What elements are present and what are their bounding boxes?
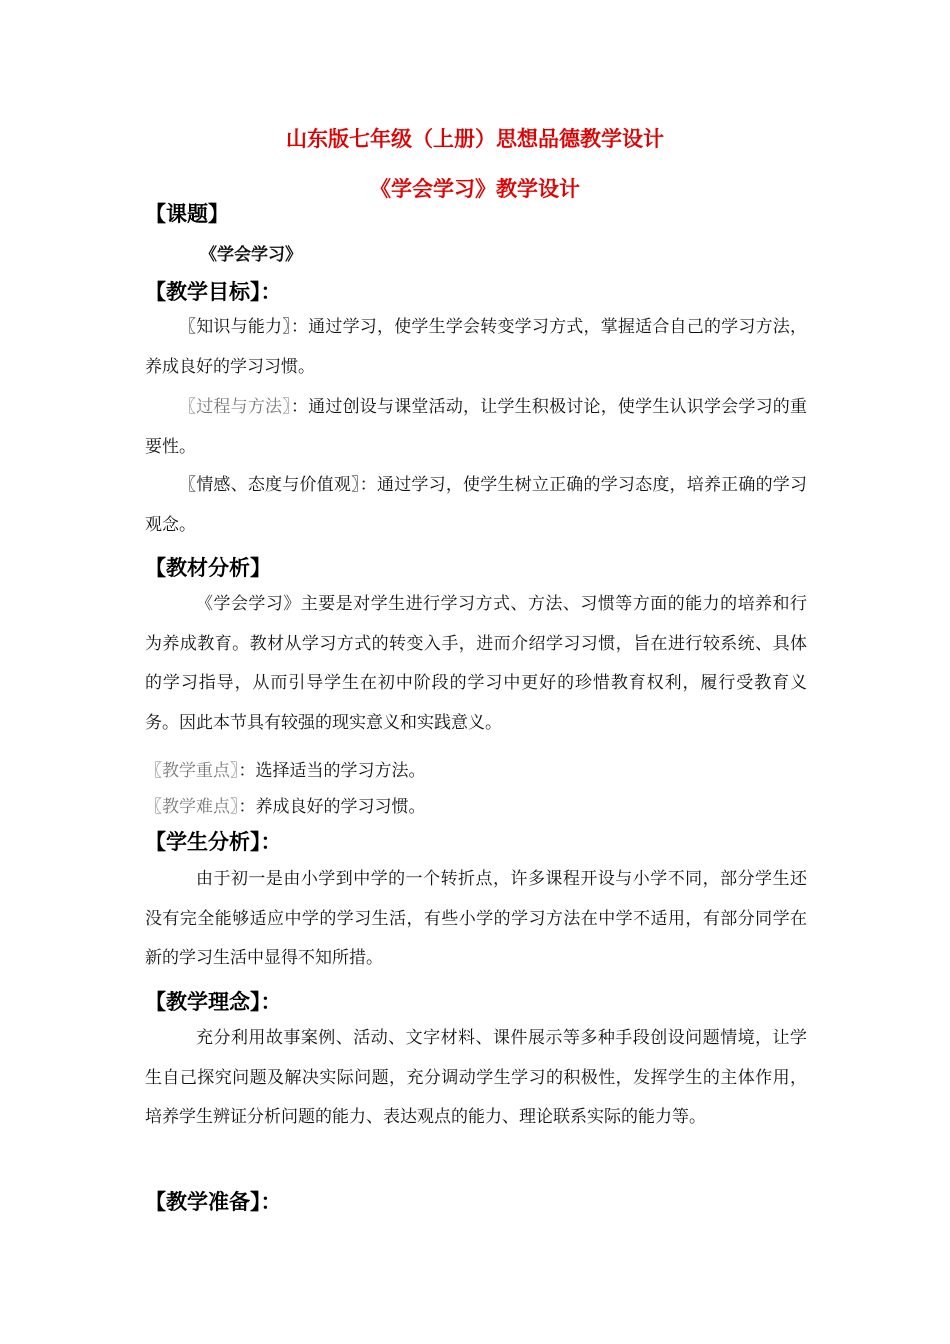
topic-value: 《学会学习》 bbox=[200, 245, 302, 265]
emotion-text: ：通过学习，使学生树立正确的学习态度，培养正确的学习观念。 bbox=[145, 475, 808, 535]
difficult-label: 〖教学难点〗 bbox=[145, 797, 239, 817]
objective-emotion bbox=[145, 466, 807, 545]
objective-process bbox=[145, 388, 807, 467]
section-heading-students bbox=[145, 826, 282, 856]
process-text: ：通过创设与课堂活动，让学生积极讨论，使学生认识学会学习的重要性。 bbox=[145, 397, 808, 457]
emotion-label: 〖情感、态度与价值观〗 bbox=[179, 475, 360, 495]
objectives-heading-bracket: 【教学目标】 bbox=[145, 280, 261, 304]
objective-knowledge bbox=[145, 308, 807, 387]
key-text: ：选择适当的学习方法。 bbox=[238, 761, 426, 781]
section-heading-material: 【教材分析】 bbox=[145, 556, 271, 580]
students-heading-colon: ： bbox=[260, 830, 282, 854]
philosophy-text: 充分利用故事案例、活动、文字材料、课件展示等多种手段创设问题情境，让学生自己探究问题及解决实际问题，充分调动学生学习的积极性，发挥学生的主体作用，培养学生辨证分析问题的能力、表达观点的能力、理论联系实际的能力等。 bbox=[145, 1028, 807, 1127]
document-title: 山东版七年级（上册）思想品德教学设计 bbox=[286, 127, 664, 151]
objectives-heading-colon: ： bbox=[260, 280, 282, 304]
section-heading-philosophy: 【教学理念】： bbox=[145, 990, 282, 1014]
document-subtitle: 《学会学习》教学设计 bbox=[370, 177, 580, 201]
teaching-key-point bbox=[145, 756, 426, 781]
process-label: 〖过程与方法〗 bbox=[179, 397, 291, 417]
key-label: 〖教学重点〗 bbox=[145, 761, 239, 781]
section-heading-objectives bbox=[145, 276, 282, 306]
section-heading-topic: 【课题】 bbox=[145, 202, 229, 226]
difficult-text: ：养成良好的学习习惯。 bbox=[238, 797, 426, 817]
teaching-difficult-point bbox=[145, 792, 426, 817]
students-heading-bracket: 【学生分析】 bbox=[145, 830, 261, 854]
knowledge-text: ：通过学习，使学生学会转变学习方式，掌握适合自己的学习方法，养成良好的学习习惯。 bbox=[145, 317, 808, 377]
section-heading-preparation: 【教学准备】： bbox=[145, 1190, 282, 1214]
students-text: 由于初一是由小学到中学的一个转折点，许多课程开设与小学不同，部分学生还没有完全能够适应中学的学习生活，有些小学的学习方法在中学不适用，有部分同学在新的学习生活中显得不知所措。 bbox=[145, 869, 807, 968]
material-text: 《学会学习》主要是对学生进行学习方式、方法、习惯等方面的能力的培养和行为养成教育。教材从学习方式的转变入手，进而介绍学习习惯，旨在进行较系统、具体的学习指导，从而引导学生在初中阶段的学习中更好的珍惜教育权利，履行受教育义务。因此本节具有较强的现实意义和实践意义。 bbox=[145, 594, 807, 733]
knowledge-label: 〖知识与能力〗 bbox=[179, 317, 291, 337]
